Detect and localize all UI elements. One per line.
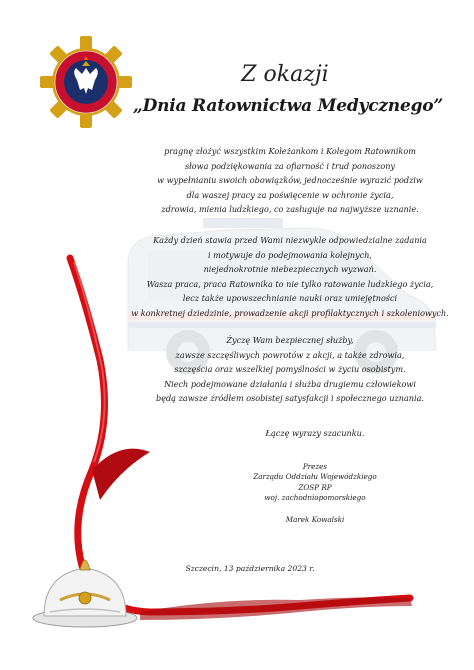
text-line: Wasza praca, praca Ratownika to nie tylko ratowanie ludzkiego życia, [146,278,434,289]
text-line: Każdy dzień stawia przed Wami niezwykle odpowiedzialne zadania [153,235,427,245]
signature-org-line: woj. zachodniopomorskiego [264,493,366,503]
text-line: zawsze szczęśliwych powrotów z akcji, a także zdrowia, [175,349,405,360]
text-line: szczęścia oraz wszelkiej pomyślności w życiu osobistym. [174,364,406,375]
text-line: będą zawsze źródłem osobistej satysfakcji i społecznego uznania. [156,393,424,404]
text-line: i motywuje do podejmowania kolejnych, [208,249,372,260]
title-line-2: „Dnia Ratownictwa Medycznego” [132,96,443,116]
text-line: Życzę Wam bezpiecznej służby, [226,335,354,345]
signature-org-line: ZOSP RP [298,482,332,492]
paragraph-wishes [110,333,470,406]
place-and-date: Szczecin, 13 października 2023 r. [185,564,315,573]
text-line: zdrowia, mienia ludzkiego, co zasługuje na najwyższe uznanie. [161,204,419,215]
text-line: niejednokrotnie niebezpiecznych wyzwań. [203,264,377,275]
text-line: słowa podziękowania za ofiarność i trud ponoszony [184,160,396,171]
signer-name: Marek Kowalski [285,514,345,524]
title-line-1: Z okazji [241,62,329,87]
zosp-emblem-logo [38,34,134,130]
text-line: dla waszej pracy za poświęcenie w ochronie życia, [186,189,394,200]
text-line: lecz także upowszechnianie nauki oraz umiejętności [182,293,398,304]
text-line: w konkretnej dziedzinie, prowadzenie akcji profilaktycznych i szkoleniowych. [131,307,449,318]
text-line: w wypełnianiu swoich obowiązków, jednocześnie wyrazić podziw [157,175,423,186]
text-line: pragnę złożyć wszystkim Koleżankom i Kolegom Ratownikom [164,146,416,156]
closing-line: Łączę wyrazy szacunku. [265,428,365,438]
signature-block [245,462,385,525]
paragraph-gratitude [110,144,470,217]
signature-org-line: Zarządu Oddziału Wojewódzkiego [253,472,377,482]
signature-role: Prezes [302,462,328,471]
text-line: Niech podejmowane działania i służba drugiemu człowiekowi [164,378,416,389]
paragraph-challenges [110,233,470,321]
firefighter-helmet-icon [30,540,140,630]
